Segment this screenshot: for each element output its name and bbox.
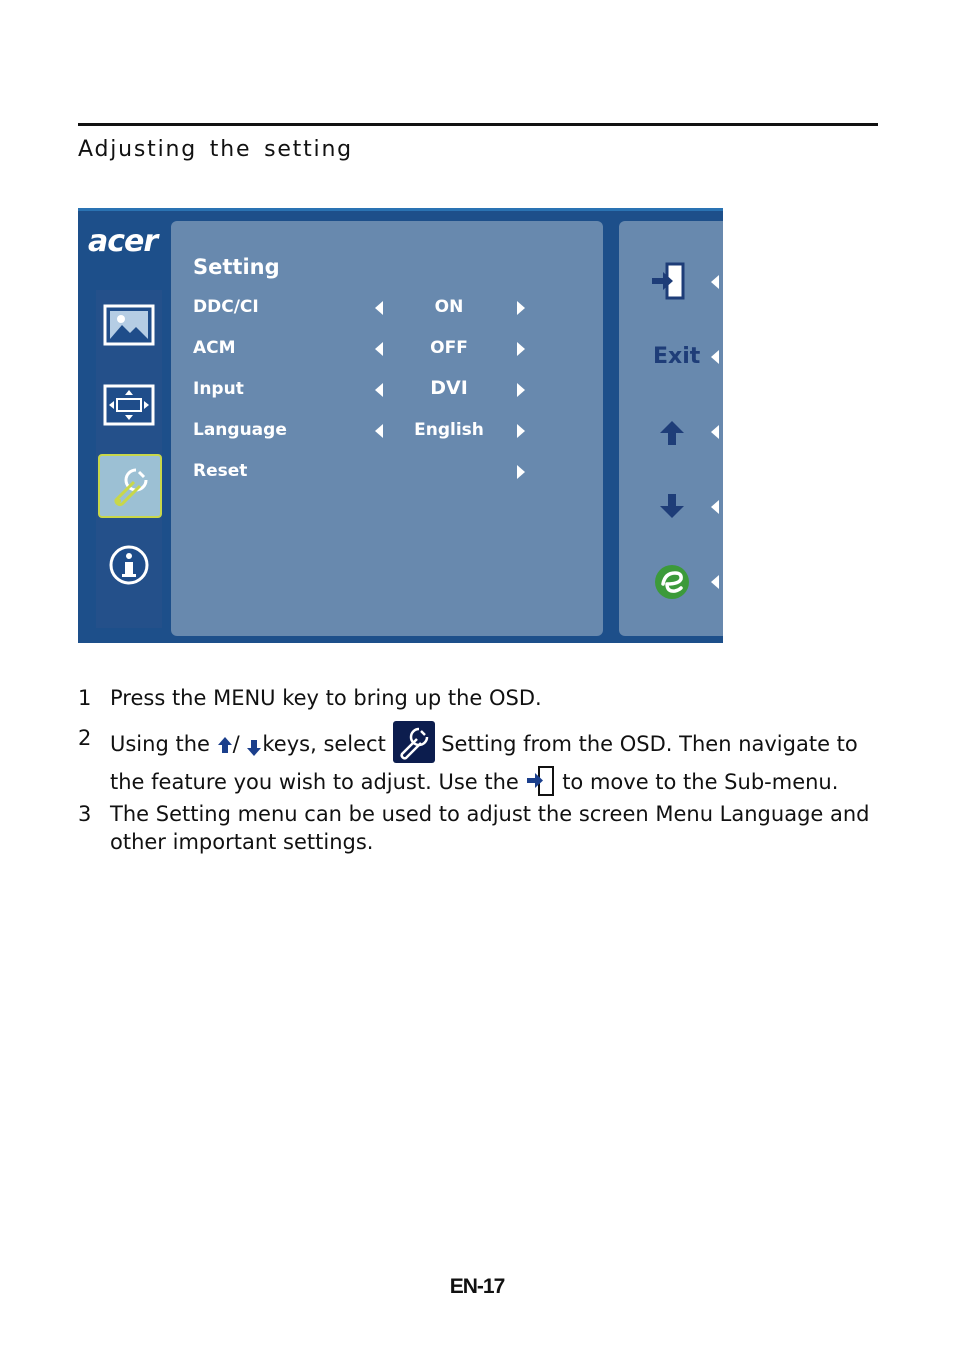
nav-setting-button[interactable] [98, 454, 162, 518]
right-arrow-icon[interactable] [517, 424, 525, 438]
up-arrow-icon [658, 419, 686, 447]
wrench-icon [393, 721, 435, 763]
row-label: Input [193, 379, 244, 399]
step-text [110, 768, 880, 798]
key-pointer-icon [711, 500, 719, 514]
panel-title: Setting [193, 255, 280, 279]
exit-label: Exit [653, 344, 701, 369]
row-value: ON [434, 297, 464, 317]
step-3-line-2: other important settings. [110, 830, 374, 854]
setting-row-acm[interactable] [171, 334, 603, 364]
osd-left-column [82, 220, 164, 638]
top-rule [78, 123, 878, 126]
nav-position-button[interactable] [98, 374, 160, 436]
step-text [110, 800, 880, 856]
left-arrow-icon[interactable] [375, 342, 383, 356]
step-2-part-c: Setting from the OSD. Then navigate to [441, 732, 858, 756]
row-label: Reset [193, 461, 248, 481]
step-text [110, 724, 880, 766]
step-2-separator: / [232, 732, 240, 756]
setting-row-ddcci[interactable] [171, 293, 603, 323]
step-3-line-1: The Setting menu can be used to adjust the screen Menu Language and [110, 802, 870, 826]
left-arrow-icon[interactable] [375, 424, 383, 438]
information-icon [107, 543, 151, 587]
empowering-key[interactable] [619, 557, 723, 607]
setting-wrench-icon [106, 462, 154, 510]
row-label: DDC/CI [193, 297, 259, 317]
key-guide-panel [619, 221, 723, 636]
setting-row-language[interactable] [171, 416, 603, 446]
osd-top-line [78, 208, 723, 211]
row-value: OFF [430, 338, 468, 358]
osd-screenshot [78, 208, 723, 643]
step-text: Press the MENU key to bring up the OSD. [110, 686, 542, 710]
section-title: Adjusting the setting [78, 137, 353, 162]
empowering-icon [653, 563, 691, 601]
setting-row-input[interactable] [171, 375, 603, 405]
key-pointer-icon [711, 350, 719, 364]
left-arrow-icon[interactable] [375, 383, 383, 397]
right-arrow-icon[interactable] [517, 465, 525, 479]
row-value: English [414, 420, 484, 440]
key-pointer-icon [711, 425, 719, 439]
step-number: 3 [78, 802, 92, 826]
setting-key-icon [393, 721, 435, 763]
setting-row-reset[interactable] [171, 457, 603, 487]
right-arrow-icon[interactable] [517, 383, 525, 397]
enter-icon [526, 766, 556, 796]
row-value: DVI [430, 377, 468, 399]
page-number: EN-17 [449, 1275, 505, 1298]
down-arrow-icon [658, 492, 686, 520]
row-label: ACM [193, 338, 236, 358]
up-arrow-icon [217, 736, 233, 754]
up-key[interactable] [619, 407, 723, 457]
enter-key[interactable] [619, 257, 723, 307]
key-pointer-icon [711, 275, 719, 289]
down-key[interactable] [619, 482, 723, 532]
setting-panel [171, 221, 603, 636]
position-icon [102, 383, 156, 427]
step-2-part-a: Using the [110, 732, 210, 756]
enter-icon [649, 261, 689, 301]
down-arrow-icon [246, 739, 262, 757]
exit-key[interactable] [619, 332, 723, 382]
row-label: Language [193, 420, 287, 440]
step-number: 1 [78, 686, 92, 710]
left-arrow-icon[interactable] [375, 301, 383, 315]
step-number: 2 [78, 726, 92, 750]
right-arrow-icon[interactable] [517, 342, 525, 356]
nav-information-button[interactable] [98, 534, 160, 596]
picture-icon [102, 303, 156, 347]
right-arrow-icon[interactable] [517, 301, 525, 315]
enter-key-icon [526, 766, 556, 796]
step-2-part-e: to move to the Sub-menu. [562, 770, 839, 794]
step-2-part-d: the feature you wish to adjust. Use the [110, 770, 519, 794]
key-pointer-icon [711, 575, 719, 589]
acer-logo: acer [88, 224, 158, 259]
step-2-part-b: keys, select [262, 732, 386, 756]
nav-picture-button[interactable] [98, 294, 160, 356]
